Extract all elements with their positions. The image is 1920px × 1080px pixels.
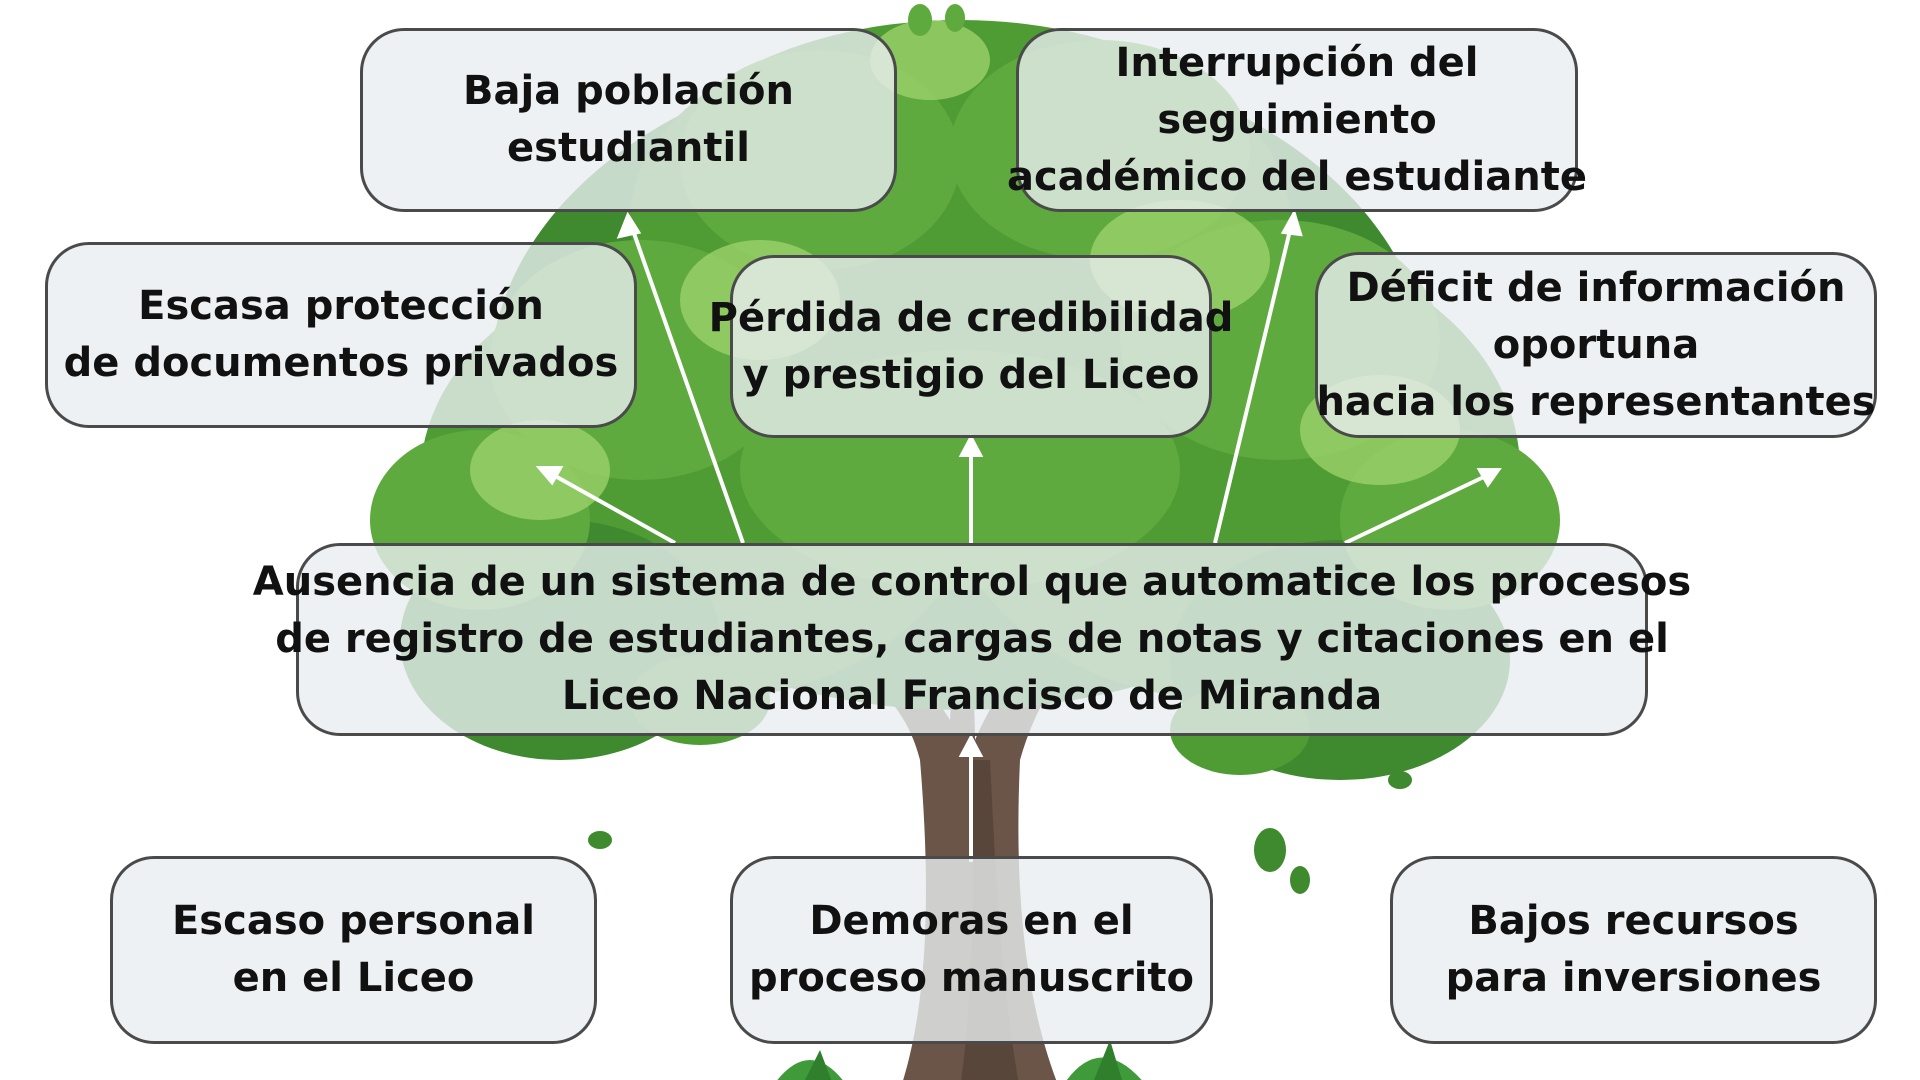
cause-demoras-manuscrito (730, 856, 1213, 1044)
central-problem-line: Liceo Nacional Francisco de Miranda (561, 673, 1383, 719)
effect-deficit-informacion (1315, 252, 1877, 438)
cause-line: Bajos recursos (1468, 898, 1799, 944)
effect-line: oportuna (1492, 321, 1700, 368)
effect-line: de documentos privados (63, 340, 619, 386)
effect-interrupcion-seguimiento (1007, 28, 1587, 212)
effect-escasa-proteccion (45, 242, 637, 428)
effect-line: seguimiento (1157, 96, 1437, 143)
effect-line: Baja población (463, 68, 794, 114)
effect-line: académico del estudiante (1007, 153, 1587, 200)
effect-line: estudiantil (507, 125, 750, 171)
effect-line: hacia los representantes (1316, 378, 1876, 425)
cause-bajos-recursos (1390, 856, 1877, 1044)
effect-line: Déficit de información (1346, 264, 1846, 311)
cause-line: Demoras en el (809, 898, 1134, 944)
cause-line: en el Liceo (232, 955, 475, 1001)
effect-baja-poblacion (360, 28, 897, 212)
central-problem (252, 543, 1692, 736)
central-problem-line: de registro de estudiantes, cargas de notas y citaciones en el (275, 616, 1669, 662)
central-problem-line: Ausencia de un sistema de control que automatice los procesos (252, 559, 1692, 605)
cause-escaso-personal (110, 856, 597, 1044)
effect-line: Escasa protección (138, 283, 544, 329)
effect-perdida-credibilidad (708, 255, 1234, 438)
effect-line: Pérdida de credibilidad (708, 294, 1234, 341)
cause-line: para inversiones (1445, 955, 1822, 1001)
effect-line: y prestigio del Liceo (742, 351, 1200, 398)
cause-line: proceso manuscrito (748, 955, 1195, 1001)
arrowhead-icon (574, 774, 592, 788)
cause-line: Escaso personal (171, 898, 535, 944)
effect-line: Interrupción del (1115, 39, 1479, 86)
